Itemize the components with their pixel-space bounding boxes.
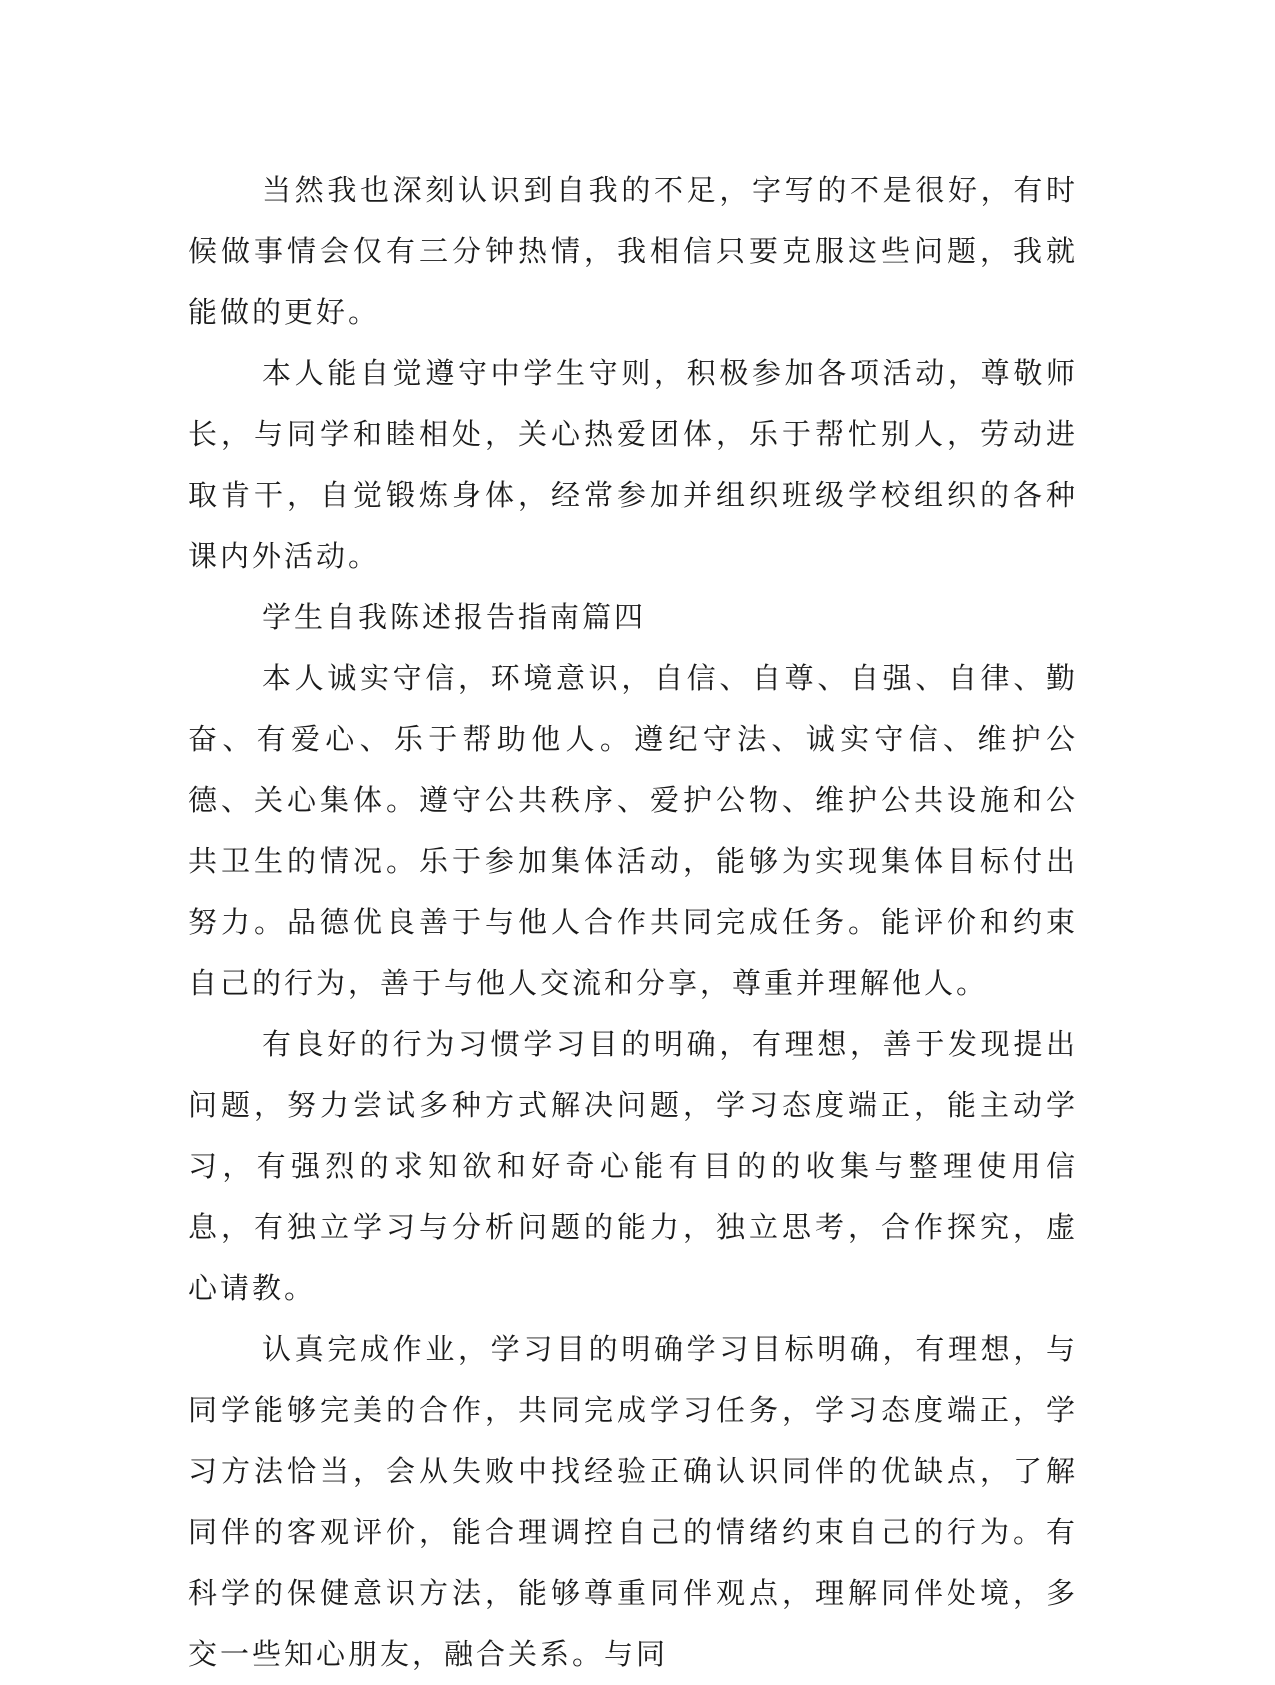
paragraph-character: 本人诚实守信，环境意识，自信、自尊、自强、自律、勤奋、有爱心、乐于帮助他人。遵纪守法、诚实守信、维护公德、关心集体。遵守公共秩序、爱护公物、维护公共设施和公共卫生的情况。乐于参加集体活动，能够为实现集体目标付出努力。品德优良善于与他人合作共同完成任务。能评价和约束自己的行为，善于与他人交流和分享，尊重并理解他人。 [188,661,1078,1000]
paragraph-homework: 认真完成作业，学习目的明确学习目标明确，有理想，与同学能够完美的合作，共同完成学习任务，学习态度端正，学习方法恰当，会从失败中找经验正确认识同伴的优缺点，了解同伴的客观评价，能合理调控自己的情绪约束自己的行为。有科学的保健意识方法，能够尊重同伴观点，理解同伴处境，多交一些知心朋友，融合关系。与同 [188,1332,1078,1671]
section-heading: 学生自我陈述报告指南篇四 [262,600,647,634]
document-body [188,160,1078,1685]
paragraph-discipline: 本人能自觉遵守中学生守则，积极参加各项活动，尊敬师长，与同学和睦相处，关心热爱团体，乐于帮忙别人，劳动进取肯干，自觉锻炼身体，经常参加并组织班级学校组织的各种课内外活动。 [188,356,1078,573]
paragraph-self-reflection: 当然我也深刻认识到自我的不足，字写的不是很好，有时候做事情会仅有三分钟热情，我相信只要克服这些问题，我就能做的更好。 [188,173,1078,329]
paragraph-study-habits: 有良好的行为习惯学习目的明确，有理想，善于发现提出问题，努力尝试多种方式解决问题，学习态度端正，能主动学习，有强烈的求知欲和好奇心能有目的的收集与整理使用信息，有独立学习与分析问题的能力，独立思考，合作探究，虚心请教。 [188,1027,1078,1305]
